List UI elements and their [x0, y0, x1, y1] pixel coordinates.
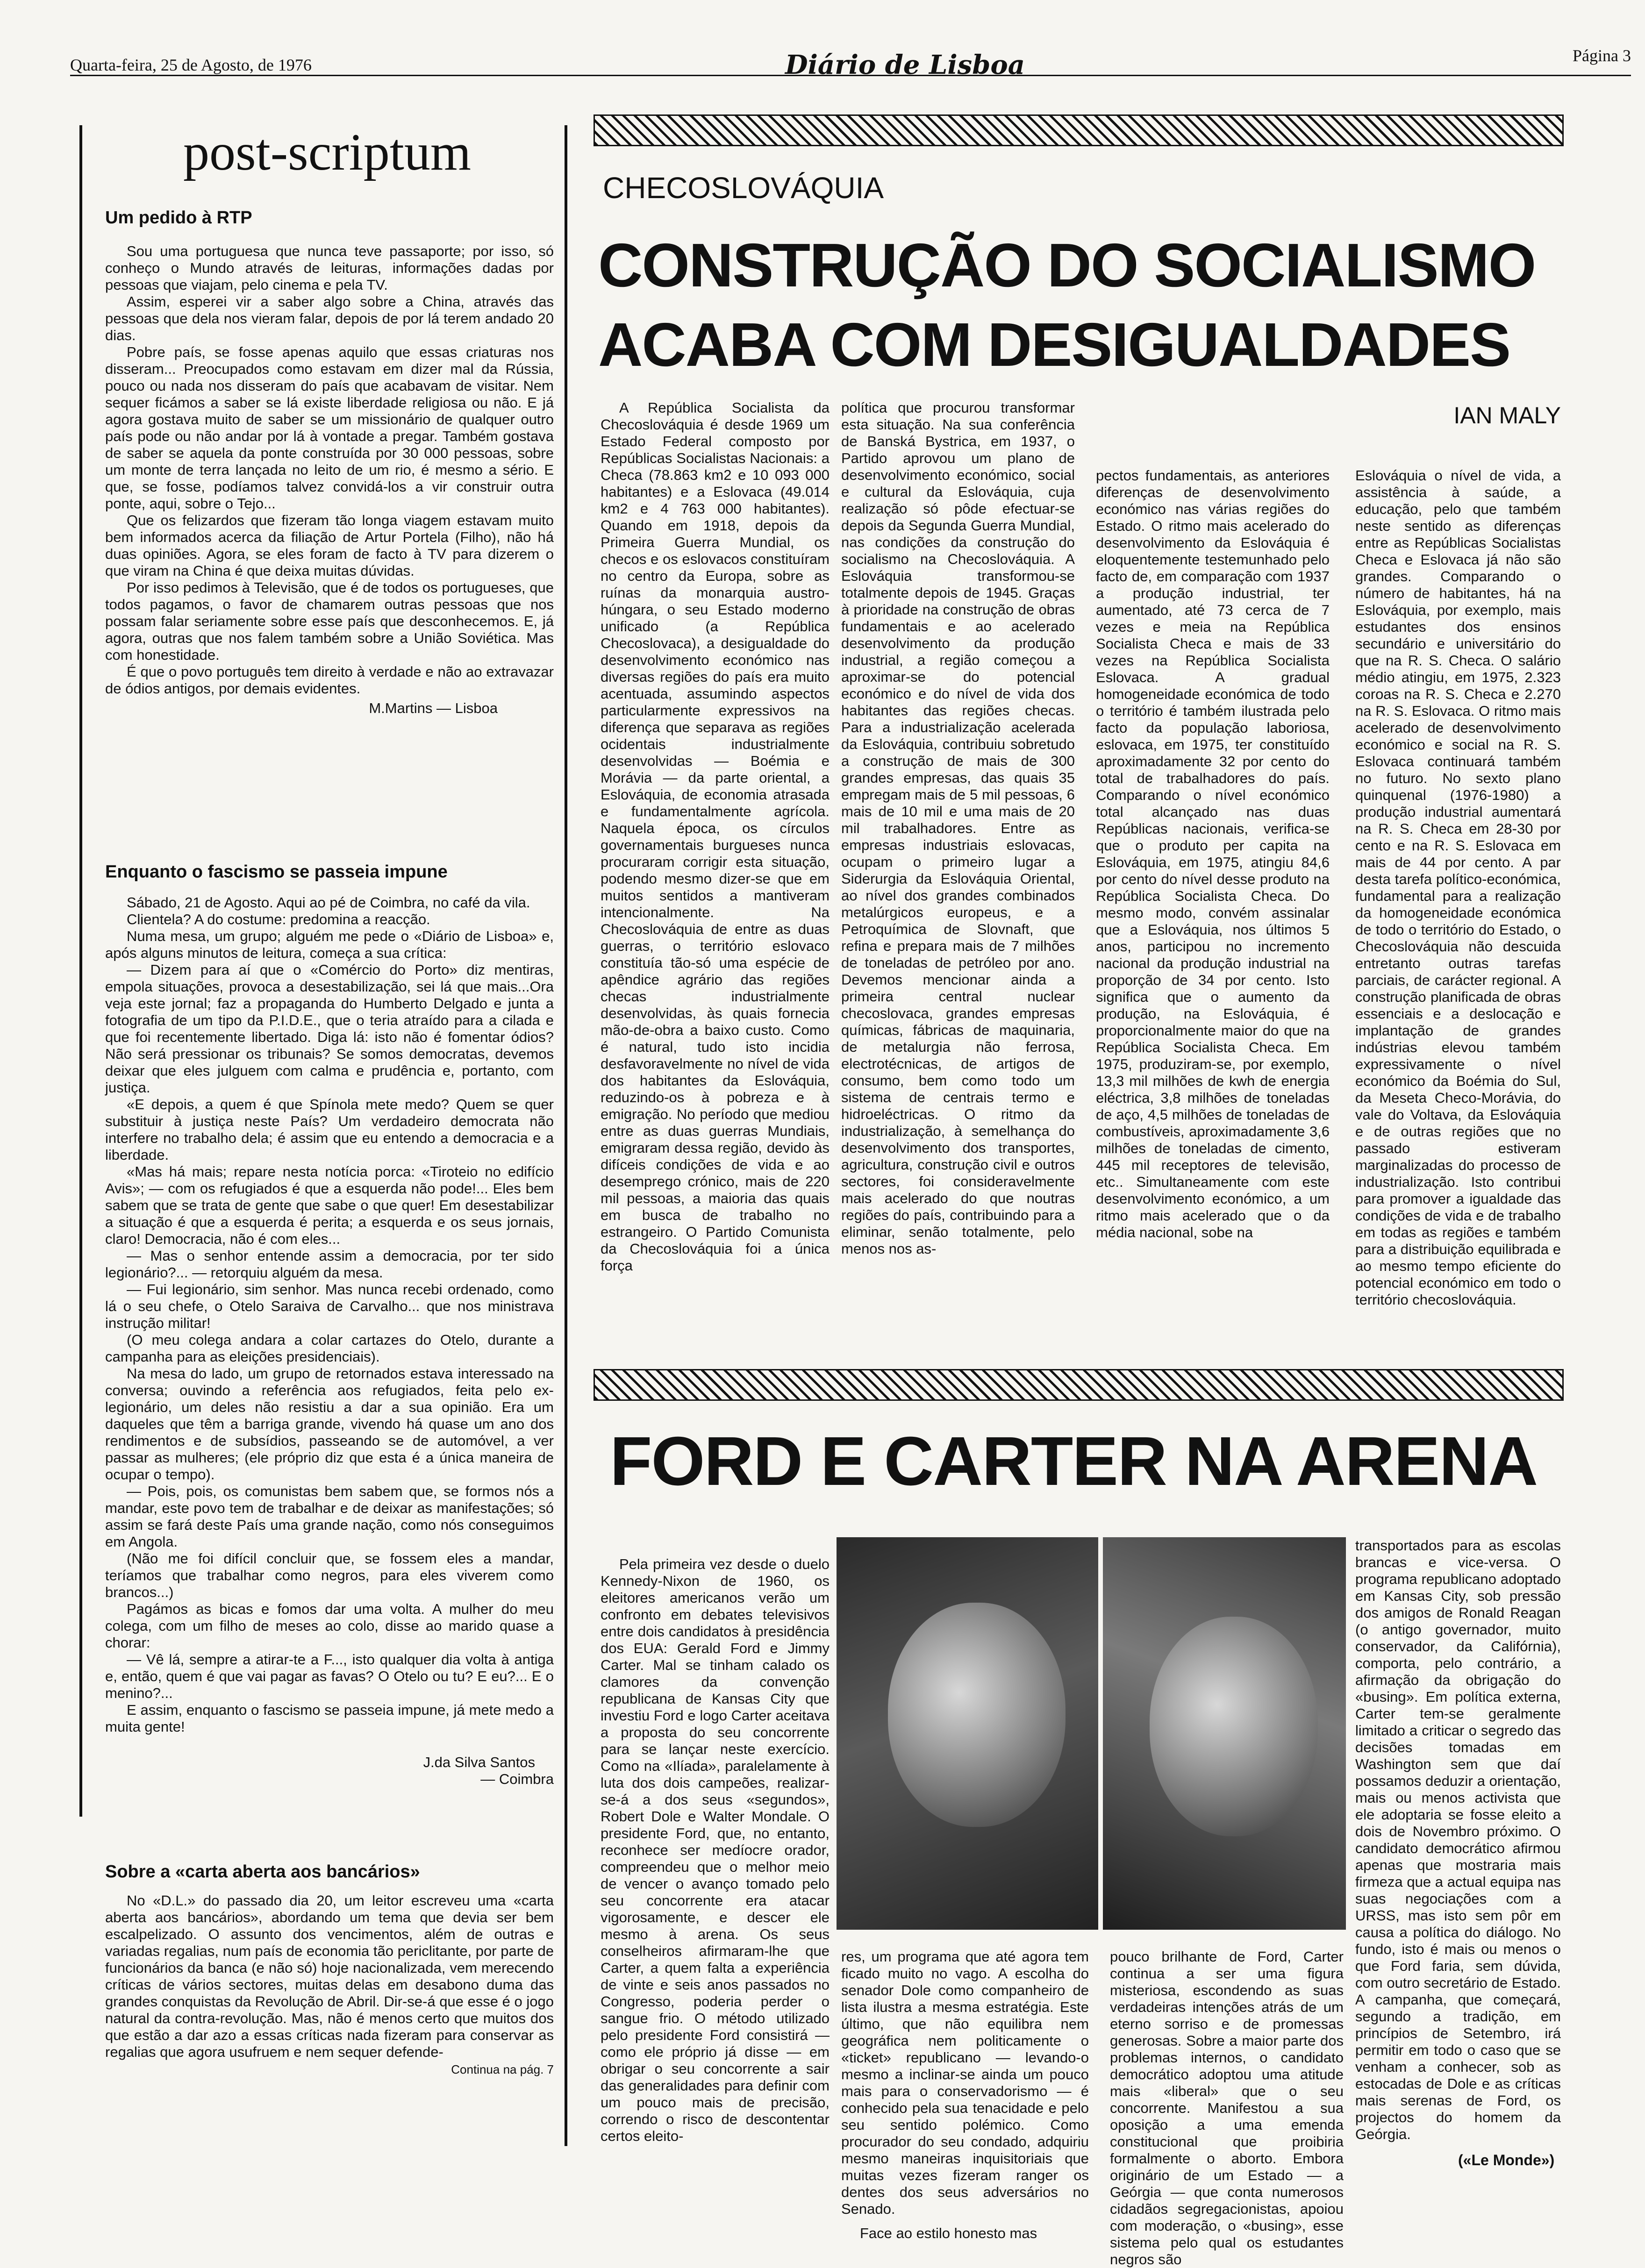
letter-fascismo-signature-place: — Coimbra — [480, 1771, 554, 1787]
czech-column-1: A República Socialista da Checoslováquia é desde 1969 um Estado Federal composto por Repúblicas Socialistas Nacionais: a Checa (78.863 km2 e 10 093 000 habitantes) e a Eslovaca (49.014 km2 e 4 763 000 habitantes). Quando em 1918, depois da Primeira Guerra Mundial, os checos e os eslovacos constituíram no centro da Europa, sobre as ruínas da monarquia austro-húngara, o seu Estado moderno unificado (a República Checoslovaca), a desigualdade do desenvolvimento económico nas diversas regiões do país era muito acentuada, assumindo aspectos particularmente expressivos na diferença que separava as regiões ocidentais industrialmente desenvolvidas — Boémia e Morávia — da parte oriental, a Eslováquia, de economia atrasada e fundamentalmente agrícola. Naquela época, os círculos governamentais burgueses nunca procuraram corrigir esta situação, podendo mesmo dizer-se que em muitos sentidos a mantiveram intencionalmente. Na Checoslováquia de entre as duas guerras, o território eslovaco constituía tão-só uma espécie de apêndice agrário das regiões checas industrialmente desenvolvidas, às quais fornecia mão-de-obra a baixo custo. Como é natural, tudo isto incidia desfavoravelmente no nível de vida dos habitantes da Eslováquia, reduzindo-os à pobreza e à emigração. No período que mediou entre as duas guerras Mundiais, emigraram dessa região, devido às difíceis condições de vida e ao desemprego crónico, mais de 220 mil pessoas, a maioria das quais em busca de trabalho no estrangeiro. O Partido Comunista da Checoslováquia foi a única força — [601, 399, 830, 1274]
ford-column-2-end: Face ao estilo honesto mas — [860, 2225, 1037, 2241]
paragraph: Pagámos as bicas e fomos dar uma volta. A mulher do meu colega, com um filho de meses ao colo, disse ao marido quase a chorar: — [105, 1601, 554, 1651]
letter-fascismo-signature-name: J.da Silva Santos — [423, 1754, 535, 1770]
czech-kicker: CHECOSLOVÁQUIA — [603, 171, 884, 205]
paragraph: Sábado, 21 de Agosto. Aqui ao pé de Coimbra, no café da vila. — [127, 894, 530, 911]
paragraph: (O meu colega andara a colar cartazes do Otelo, durante a campanha para as eleições presidenciais). — [105, 1332, 554, 1365]
ford-source: («Le Monde») — [1458, 2152, 1555, 2168]
paragraph: No «D.L.» do passado dia 20, um leitor escreveu uma «carta aberta aos bancários», abordando um tema que devia ser bem escalpelizado. O assunto dos vencimentos, além de outras e variadas regalias, num país de economia tão periclitante, por parte de funcionários da banca (e não só) hoje nacionalizada, vem merecendo críticas de vários sectores, muitas delas em desabono duma das grandes conquistas da Revolução de Abril. Dir-se-á que esse é o jogo natural da contra-revolução. Mas, não é menos certo que muitos dos que estão a dar azo a essas críticas nada fizeram para conservar as regalias que agora usufruem e nem sequer defende- — [105, 1892, 554, 2060]
column-divider-rule — [565, 125, 567, 2146]
ford-column-4: transportados para as escolas brancas e vice-versa. O programa republicano adoptado em Kansas City, sob pressão dos amigos de Ronald Reagan (o antigo governador, muito conservador, da Califórnia), comporta, pelo contrário, a afirmação da obrigação do «busing». Em política externa, Carter tem-se geralmente limitado a criticar o segredo das decisões tomadas em Washington sem que daí possamos deduzir a orientação, mais ou menos activista que ele adoptaria se fosse eleito a dois de Novembro próximo. O candidato democrático afirmou apenas que mostraria mais firmeza que a actual equipa nas suas negociações com a URSS, mas isto sem pôr em causa a política do diálogo. No fundo, isto é mais ou menos o que Ford faria, sem dúvida, com outro secretário de Estado. A campanha, que começará, segundo a tradição, em princípios de Setembro, irá permitir em todo o caso que se venham a conhecer, sob as estocadas de Dole e as críticas mais serenas de Ford, os projectos do homem da Geórgia. — [1355, 1537, 1561, 2142]
left-border-rule — [79, 125, 82, 1817]
letter-rtp — [105, 208, 554, 717]
paragraph: Que os felizardos que fizeram tão longa viagem estavam muito bem informados acerca da filiação de Artur Portela (Filho), não há duas opiniões. Agora, se eles foram de facto à TV para dizerem o que viram na China é que deixa muitas dúvidas. — [105, 512, 554, 579]
letter-rtp-body — [105, 243, 554, 697]
ford-column-2 — [841, 1948, 1089, 2242]
letter-fascismo-heading: Enquanto o fascismo se passeia impune — [105, 862, 448, 882]
hatched-banner — [594, 1369, 1564, 1401]
letter-fascismo — [105, 862, 554, 1788]
postscriptum-section — [98, 122, 556, 183]
carter-photo — [1103, 1537, 1346, 1930]
issue-date: Quarta-feira, 25 de Agosto, de 1976 — [70, 56, 312, 74]
paragraph: — Pois, pois, os comunistas bem sabem que, se formos nós a mandar, este povo tem de trabalhar e de deixar as manifestações; só assim se fará deste País uma grande nação, como nós conseguimos em Angola. — [105, 1483, 554, 1550]
ford-column-2-text: res, um programa que até agora tem ficado muito no vago. A escolha do senador Dole como companheiro de lista ilustra a mesma estratégia. Este último, que não equilibra nem geográfica nem politicamente o «ticket» republicano — levando-o mesmo a inclinar-se ainda um pouco mais para o conservadorismo — é conhecido pela sua tenacidade e pelo seu sentido polémico. Como procurador do seu condado, adquiriu mesmo maneiras inquisitoriais que muitas vezes fizeram ranger os dentes dos seus adversários no Senado. — [841, 1948, 1089, 2217]
paragraph: Pobre país, se fosse apenas aquilo que essas criaturas nos disseram... Preocupados como estavam em dizer mal da Rússia, pouco ou nada nos disseram do país que acabavam de visitar. Nem sequer ficámos a saber se lá existe liberdade religiosa ou não. E já agora gostava muito de saber se um missionário de qualquer outro país pode ou não andar por lá à vontade a pregar. Também gostava de saber se aquela da ponte construída por 30 000 pessoas, sobre um monte de terra lançada no leito de um rio, é mesmo a sério. E que, se fosse, podíamos talvez convidá-los a vir construir outra ponte, aqui, sobre o Tejo... — [105, 344, 554, 512]
czech-column-3: pectos fundamentais, as anteriores diferenças de desenvolvimento económico nas várias regiões do Estado. O ritmo mais acelerado do desenvolvimento da Eslováquia é eloquentemente testemunhado pelo facto de, em comparação com 1937 a produção industrial, ter aumentado, até 73 cerca de 7 vezes e meia na República Socialista Checa e mais de 33 vezes na República Socialista Eslovaca. A gradual homogeneidade económica de todo o território é também ilustrada pelo facto da população laboriosa, eslovaca, em 1975, ter constituído aproximadamente 32 por cento do total de trabalhadores do país. Comparando o nível económico total alcançado nas duas Repúblicas nacionais, verifica-se que o produto per capita na Eslováquia, em 1975, atingiu 84,6 por cento do nível desse produto na República Socialista Checa. Do mesmo modo, convém assinalar que a Eslováquia, nos últimos 5 anos, participou no incremento nacional da produção industrial na proporção de 34 por cento. Isto significa que o aumento da produção, na Eslováquia, é proporcionalmente maior do que na República Socialista Checa. Em 1975, produziram-se, por exemplo, 13,3 mil milhões de kwh de energia eléctrica, 3,8 milhões de toneladas de aço, 4,5 milhões de toneladas de combustíveis, aproximadamente 3,6 milhões de toneladas de cimento, 445 mil receptores de televisão, etc.. Simultaneamente com este desenvolvimento económico, a um ritmo mais acelerado que o da média nacional, sobe na — [1096, 467, 1330, 1241]
ford-column-1: Pela primeira vez desde o duelo Kennedy-Nixon de 1960, os eleitores americanos verão um confronto em debates televisivos entre dois candidatos à presidência dos EUA: Gerald Ford e Jimmy Carter. Mal se tinham calado os clamores da convenção republicana de Kansas City que investiu Ford e logo Carter aceitava a proposta do seu concorrente para se lançar neste exercício. Como na «Ilíada», paralelamente à luta dos dois campeões, realizar-se-á a dos seus «segundos», Robert Dole e Walter Mondale. O presidente Ford, que, no entanto, reconhece ser medíocre orador, compreendeu que o melhor meio de vencer o avanço tomado pelo seu concorrente era atacar vigorosamente, e descer ele mesmo à arena. Os seus conselheiros afirmaram-lhe que Carter, a quem falta a experiência de vinte e seis anos passados no Congresso, poderia perder o sangue frio. O método utilizado pelo presidente Ford consistirá — como ele próprio já disse — em obrigar o seu concorrente a sair das generalidades para definir com um pouco mais de precisão, correndo o risco de descontentar certos eleito- — [601, 1556, 830, 2144]
czech-headline-line2: ACABA COM DESIGUALDADES — [598, 310, 1510, 379]
paragraph: Clientela? A do costume: predomina a reacção. — [127, 911, 430, 927]
paragraph: Na mesa do lado, um grupo de retornados estava interessado na conversa; ouvindo a referência aos refugiados, feita pelo ex-legionário, um deles não resistiu a dar a sua opinião. Era um daqueles que têm a barriga grande, vivendo há quase um ano dos rendimentos e de subsídios, passeando se de automóvel, a ver passar as mulheres; (ele próprio diz que esta é a única maneira de ocupar o tempo). — [105, 1365, 554, 1483]
paragraph: — Mas o senhor entende assim a democracia, por ter sido legionário?... — retorquiu alguém da mesa. — [105, 1248, 554, 1281]
letter-bancarios — [105, 1862, 554, 2077]
ford-face — [888, 1603, 1066, 1827]
ford-headline: FORD E CARTER NA ARENA — [610, 1423, 1538, 1500]
letter-fascismo-body — [105, 894, 554, 1735]
paragraph: «E depois, a quem é que Spínola mete medo? Quem se quer substituir à justiça neste País? Um verdadeiro democrata não interfere no trabalho dela; é assim que eu entendo a democracia e a liberdade. — [105, 1096, 554, 1163]
czech-column-2: política que procurou transformar esta situação. Na sua conferência de Banská Bystrica, em 1937, o Partido aprovou um plano de desenvolvimento económico, social e cultural da Eslováquia, cuja realização só pôde efectuar-se depois da Segunda Guerra Mundial, nas condições da construção do socialismo na Checoslováquia. A Eslováquia transformou-se totalmente depois de 1945. Graças à prioridade na construção de obras fundamentais e ao acelerado desenvolvimento da produção industrial, a região começou a aproximar-se do potencial económico e do nível de vida dos habitantes das regiões checas. Para a industrialização acelerada da Eslováquia, contribuiu sobretudo a construção de mais de 300 grandes empresas, das quais 35 empregam mais de 5 mil pessoas, 6 mais de 10 mil e uma mais de 20 mil trabalhadores. Entre as empresas industriais eslovacas, ocupam o primeiro lugar a Siderurgia da Eslováquia Oriental, ao nível dos grandes combinados metalúrgicos europeus, e a Petroquímica de Slovnaft, que refina e prepara mais de 7 milhões de toneladas de petróleo por ano. Devemos mencionar ainda a primeira central nuclear checoslovaca, grandes empresas químicas, fábricas de maquinaria, de metalurgia não ferrosa, electrotécnicas, de artigos de consumo, bem como todo um sistema de centrais termo e hidroeléctricas. O ritmo da industrialização, à semelhança do desenvolvimento dos transportes, agricultura, construção civil e outros sectores, foi consideravelmente mais acelerado do que noutras regiões do país, contribuindo para a eliminar, senão totalmente, pelo menos nos as- — [841, 399, 1075, 1257]
letter-bancarios-body — [105, 1892, 554, 2061]
letter-bancarios-heading: Sobre a «carta aberta aos bancários» — [105, 1862, 420, 1882]
letter-rtp-heading: Um pedido à RTP — [105, 208, 252, 228]
continuation-note: Continua na pág. 7 — [451, 2062, 554, 2076]
masthead-rule — [70, 75, 1631, 76]
paragraph: Por isso pedimos à Televisão, que é de todos os portugueses, que todos pagamos, o favor de chamarem outras pessoas que nos possam falar seriamente sobre esse país que desconhecemos. E, já agora, outras que nos falem também sobre a União Soviética. Mas com honestidade. — [105, 579, 554, 663]
paragraph: Sou uma portuguesa que nunca teve passaporte; por isso, só conheço o Mundo através de leituras, informações dadas por pessoas que viajam, pelo cinema e pela TV. — [105, 243, 554, 293]
paragraph: É que o povo português tem direito à verdade e não ao extravazar de ódios antigos, por demais evidentes. — [105, 663, 554, 697]
paragraph: E assim, enquanto o fascismo se passeia impune, já mete medo a muita gente! — [105, 1702, 554, 1735]
paragraph: — Dizem para aí que o «Comércio do Porto» diz mentiras, empola situações, provoca a desestabilização, sei lá que mais...Ora veja este jornal; faz a propaganda do Humberto Delgado e junta a fotografia de um tipo da P.I.D.E., que o teria atraído para a cilada e que foi recentemente libertado. Diga lá: isto não é fomentar ódios? Não será pressionar os tribunais? Se somos democratas, devemos deixar que eles julguem com calma e prudência e, portanto, com justiça. — [105, 962, 554, 1096]
czech-byline: IAN MALY — [1453, 402, 1561, 428]
letter-rtp-signature: M.Martins — Lisboa — [369, 700, 498, 716]
paragraph: Numa mesa, um grupo; alguém me pede o «Diário de Lisboa» e, após alguns minutos de leitura, começa a sua crítica: — [105, 928, 554, 961]
paragraph: — Fui legionário, sim senhor. Mas nunca recebi ordenado, como lá o seu chefe, o Otelo Saraiva de Carvalho... que nos ministrava instrução militar! — [105, 1281, 554, 1331]
page-number: Página 3 — [1573, 46, 1631, 65]
postscriptum-title: post-scriptum — [183, 123, 471, 181]
ford-photo — [837, 1537, 1098, 1930]
paragraph: «Mas há mais; repare nesta notícia porca: «Tiroteio no edifício Avis»; — com os refugiados é que a esquerda não pode!... Eles bem sabem que se trata de gente que sabe o que quer! Em desestabilizar a situação é que a esquerda é perita; a esquerda e os seus jornais, claro! Democracia, não é com eles... — [105, 1163, 554, 1247]
paragraph: (Não me foi difícil concluir que, se fossem eles a mandar, teríamos que trabalhar como negros, para eles viverem como brancos...) — [105, 1550, 554, 1600]
hatched-banner — [594, 114, 1564, 146]
czech-headline-line1: CONSTRUÇÃO DO SOCIALISMO — [598, 231, 1536, 300]
paragraph: — Vê lá, sempre a atirar-te a F..., isto qualquer dia volta à antiga e, então, quem é que vai pagar as favas? O Otelo ou tu? E eu?... E o menino?... — [105, 1651, 554, 1701]
newspaper-title: Diário de Lisboa — [785, 50, 1025, 80]
ford-column-3: pouco brilhante de Ford, Carter continua a ser uma figura misteriosa, escondendo as suas verdadeiras intenções atrás de um eterno sorriso e de promessas generosas. Sobre a maior parte dos problemas internos, o candidato democrático adoptou uma atitude mais «liberal» que o seu concorrente. Manifestou a sua oposição a uma emenda constitucional que proibiria formalmente o aborto. Embora originário de um Estado — a Geórgia — que conta numerosos cidadãos segregacionistas, apoiou com moderação, o «busing», esse sistema pelo qual os estudantes negros são — [1110, 1948, 1344, 2268]
paragraph: Assim, esperei vir a saber algo sobre a China, através das pessoas que dela nos vieram falar, depois de por lá terem andado 20 dias. — [105, 293, 554, 343]
czech-column-4: Eslováquia o nível de vida, a assistência à saúde, a educação, pelo que também neste sentido as diferenças entre as Repúblicas Socialistas Checa e Eslovaca já não são grandes. Comparando o número de habitantes, há na Eslováquia, por exemplo, mais estudantes dos ensinos secundário e universitário do que na R. S. Checa. O salário médio atingiu, em 1975, 2.323 coroas na R. S. Checa e 2.270 na R. S. Eslovaca. O ritmo mais acelerado de desenvolvimento económico e social na R. S. Eslovaca continuará também no futuro. No sexto plano quinquenal (1976-1980) a produção industrial aumentará na R. S. Checa em 28-30 por cento e na R. S. Eslovaca em mais de 44 por cento. A par desta tarefa político-económica, fundamental para a realização da homogeneidade económica de todo o território do Estado, o Checoslováquia não descuida entretanto outras tarefas parciais, de carácter regional. A construção planificada de obras essenciais e a deslocação e implantação de grandes indústrias elevou também expressivamente o nível económico da Boémia do Sul, da Meseta Checo-Morávia, do vale do Voltava, da Eslováquia e de outras regiões que no passado estiveram marginalizadas do processo de industrialização. Isto contribui para promover a igualdade das condições de vida e de trabalho em todas as regiões e também para a distribuição equilibrada e ao mesmo tempo eficiente do potencial económico em todo o território checoslováquia. — [1355, 467, 1561, 1308]
masthead — [70, 46, 1631, 83]
carter-face — [1150, 1617, 1318, 1836]
